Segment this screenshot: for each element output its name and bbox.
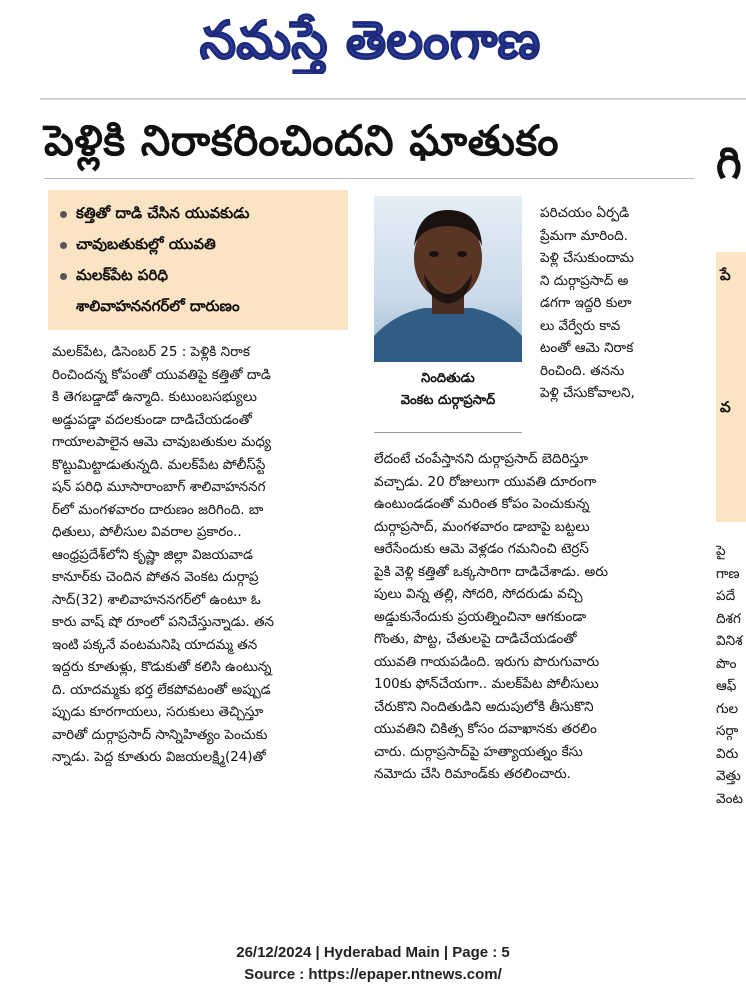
footer-source: Source : https://epaper.ntnews.com/ bbox=[244, 966, 502, 983]
article-column-2-top bbox=[540, 202, 690, 405]
body-text-line: యువతిని చికిత్స కోసం దవాఖానకు తరలిం bbox=[374, 721, 597, 737]
body-text-line: ధితులు, పోలీసుల వివరాల ప్రకారం.. bbox=[52, 524, 242, 540]
body-text-line: ఉంటుండడంతో మరింత కోపం పెంచుకున్న bbox=[374, 496, 590, 512]
highlight-item: మలక్‌పేట పరిధి bbox=[60, 260, 348, 291]
body-text-line: లు వేర్వేరు కావ bbox=[540, 317, 621, 334]
body-text-line: మలక్‌పేట, డిసెంబర్ 25 : పెళ్లికి నిరాక bbox=[52, 344, 250, 360]
person-portrait-icon bbox=[374, 196, 522, 362]
highlights-box bbox=[48, 190, 348, 330]
body-text-line: పెళ్లి చేసుకోవాలని, bbox=[540, 385, 635, 401]
adjacent-text-line: ఆఫ్ bbox=[716, 678, 737, 694]
adjacent-text-line: గుల bbox=[716, 700, 739, 717]
body-text-line: పులు విన్న తల్లి, సోదరి, సోదరుడు వచ్చి bbox=[374, 586, 583, 602]
body-text-line: పరిచయం ఏర్పడి bbox=[540, 205, 630, 221]
body-text-line: దుర్గాప్రసాద్, మంగళవారం డాబాపై బట్టలు bbox=[374, 518, 590, 535]
body-text-line: ర్‌లో మంగళవారం దారుణం జరిగింది. బా bbox=[52, 501, 264, 518]
adjacent-text-line: పై bbox=[716, 543, 726, 559]
adjacent-article-text bbox=[716, 540, 746, 810]
body-text-line: ఇద్దరు కూతుళ్లు, కొడుకుతో కలిసి ఉంటున్న bbox=[52, 659, 272, 675]
body-text-line: కానూర్‌కు చెందిన పోతన వెంకట దుర్గాప్ర bbox=[52, 569, 259, 585]
body-text-line: పైకి వెళ్లి కత్తితో ఒక్కసారిగా దాడిచేశాడు. అరు bbox=[374, 563, 609, 580]
body-text-line: ఆరేసేందుకు ఆమె వెళ్లడం గమనించి టెర్రస్ bbox=[374, 541, 589, 557]
body-text-line: న్నాడు. పెద్ద కూతురు విజయలక్ష్మి(24)తో bbox=[52, 749, 266, 765]
caption-name: వెంకట దుర్గాప్రసాద్ bbox=[400, 393, 496, 408]
photo-caption bbox=[374, 368, 522, 412]
adjacent-text-line: విరు bbox=[716, 745, 739, 762]
adjacent-text-line: సర్గా bbox=[716, 723, 739, 739]
adjacent-text-line: వినిశ bbox=[716, 633, 743, 649]
body-text-line: వారితో దుర్గాప్రసాద్ సాన్నిహిత్యం పెంచుకు bbox=[52, 726, 268, 743]
body-text-line: 100కు ఫోన్‌చేయగా.. మలక్‌పేట పోలీసులు bbox=[374, 676, 599, 692]
article-headline: పెళ్లికి నిరాకరించిందని ఘాతుకం bbox=[44, 116, 560, 165]
highlight-item: శాలివాహననగర్‌లో దారుణం bbox=[76, 297, 240, 315]
newspaper-masthead bbox=[150, 2, 590, 74]
body-text-line: ఇంటి పక్కనే వంటమనిషి యాదమ్మ తన bbox=[52, 636, 258, 653]
masthead-divider bbox=[40, 98, 746, 100]
article-column-2 bbox=[374, 448, 692, 786]
highlight-item: కత్తితో దాడి చేసిన యువకుడు bbox=[60, 198, 348, 229]
adjacent-box-line: పే bbox=[720, 266, 731, 284]
adjacent-text-line: పొం bbox=[716, 655, 737, 672]
body-text-line: టంతో ఆమె నిరాక bbox=[540, 340, 634, 356]
headline-divider bbox=[44, 178, 694, 179]
body-text-line: లేదంటే చంపేస్తానని దుర్గాప్రసాద్ బెదిరిస్తూ bbox=[374, 451, 589, 467]
body-text-line: సాద్(32) శాలివాహననగర్‌లో ఉంటూ ఓ bbox=[52, 591, 261, 608]
body-text-line: ప్పుడు కూరగాయలు, సరుకులు తెచ్చిస్తూ bbox=[52, 704, 264, 720]
caption-divider bbox=[374, 432, 522, 433]
body-text-line: ఆంధ్రప్రదేశ్‌లోని కృష్ణా జిల్లా విజయవాడ bbox=[52, 546, 253, 563]
adjacent-box-line: వ bbox=[720, 398, 731, 416]
body-text-line: అడ్డుకునేందుకు ప్రయత్నించినా ఆగకుండా bbox=[374, 608, 587, 625]
body-text-line: చేరుకొని నిందితుడిని అదుపులోకి తీసుకొని bbox=[374, 698, 594, 715]
body-text-line: రించింది. తనను bbox=[540, 362, 625, 379]
body-text-line: గాయాలపాలైన ఆమె చావుబతుకుల మధ్య bbox=[52, 434, 272, 450]
body-text-line: నమోదు చేసి రిమాండ్‌కు తరలించారు. bbox=[374, 766, 571, 782]
caption-label: నిందితుడు bbox=[421, 371, 475, 386]
body-text-line: కొట్టుమిట్టాడుతున్నది. మలక్‌పేట పోలీస్‌స్టే bbox=[52, 456, 266, 473]
body-text-line: యువతి గాయపడింది. ఇరుగు పొరుగువారు bbox=[374, 653, 600, 670]
body-text-line: చారు. దుర్గాప్రసాద్‌పై హత్యాయత్నం కేసు bbox=[374, 743, 583, 760]
masthead-logo bbox=[150, 2, 590, 74]
adjacent-text-line: గాణ bbox=[716, 565, 740, 582]
adjacent-text-line: దిశగ bbox=[716, 610, 741, 627]
body-text-line: ప్రేమగా మారింది. bbox=[540, 227, 628, 244]
highlight-item: చావుబతుకుల్లో యువతి bbox=[60, 229, 348, 260]
body-text-line: డగగా ఇద్దరి కులా bbox=[540, 295, 632, 311]
adjacent-text-line: వెంట bbox=[716, 790, 743, 807]
adjacent-highlights-box bbox=[716, 252, 746, 522]
article-column-1 bbox=[52, 341, 348, 769]
body-text-line: గొంతు, పొట్ట, చేతులపై దాడిచేయడంతో bbox=[374, 631, 577, 647]
adjacent-text-line: వెత్తు bbox=[716, 768, 741, 784]
adjacent-headline-fragment: గి bbox=[716, 138, 742, 189]
footer-date-edition: 26/12/2024 | Hyderabad Main | Page : 5 bbox=[236, 944, 510, 961]
adjacent-text-line: పదే bbox=[716, 588, 736, 604]
body-text-line: కి తెగబడ్డాడో ఉన్మాది. కుటుంబసభ్యులు bbox=[52, 389, 257, 405]
body-text-line: అడ్డుపడ్డా వదలకుండా దాడిచేయడంతో bbox=[52, 411, 252, 428]
body-text-line: ని దుర్గాప్రసాద్ అ bbox=[540, 272, 629, 289]
body-text-line: పెళ్లి చేసుకుందామ bbox=[540, 250, 634, 266]
body-text-line: రించిందన్న కోపంతో యువతిపై కత్తితో దాడి bbox=[52, 366, 271, 383]
body-text-line: ది. యాదమ్మకు భర్త లేకపోవటంతో అప్పుడ bbox=[52, 681, 271, 698]
body-text-line: వచ్చాడు. 20 రోజులుగా యువతి దూరంగా bbox=[374, 473, 597, 490]
accused-photo bbox=[374, 196, 522, 362]
body-text-line: కారు వాష్ షో రూంలో పనిచేస్తున్నాడు. తన bbox=[52, 614, 274, 630]
body-text-line: షన్ పరిధి మూసారాంబాగ్ శాలివాహననగ bbox=[52, 479, 266, 495]
masthead-title: నమస్తే తెలంగాణ bbox=[199, 11, 541, 71]
